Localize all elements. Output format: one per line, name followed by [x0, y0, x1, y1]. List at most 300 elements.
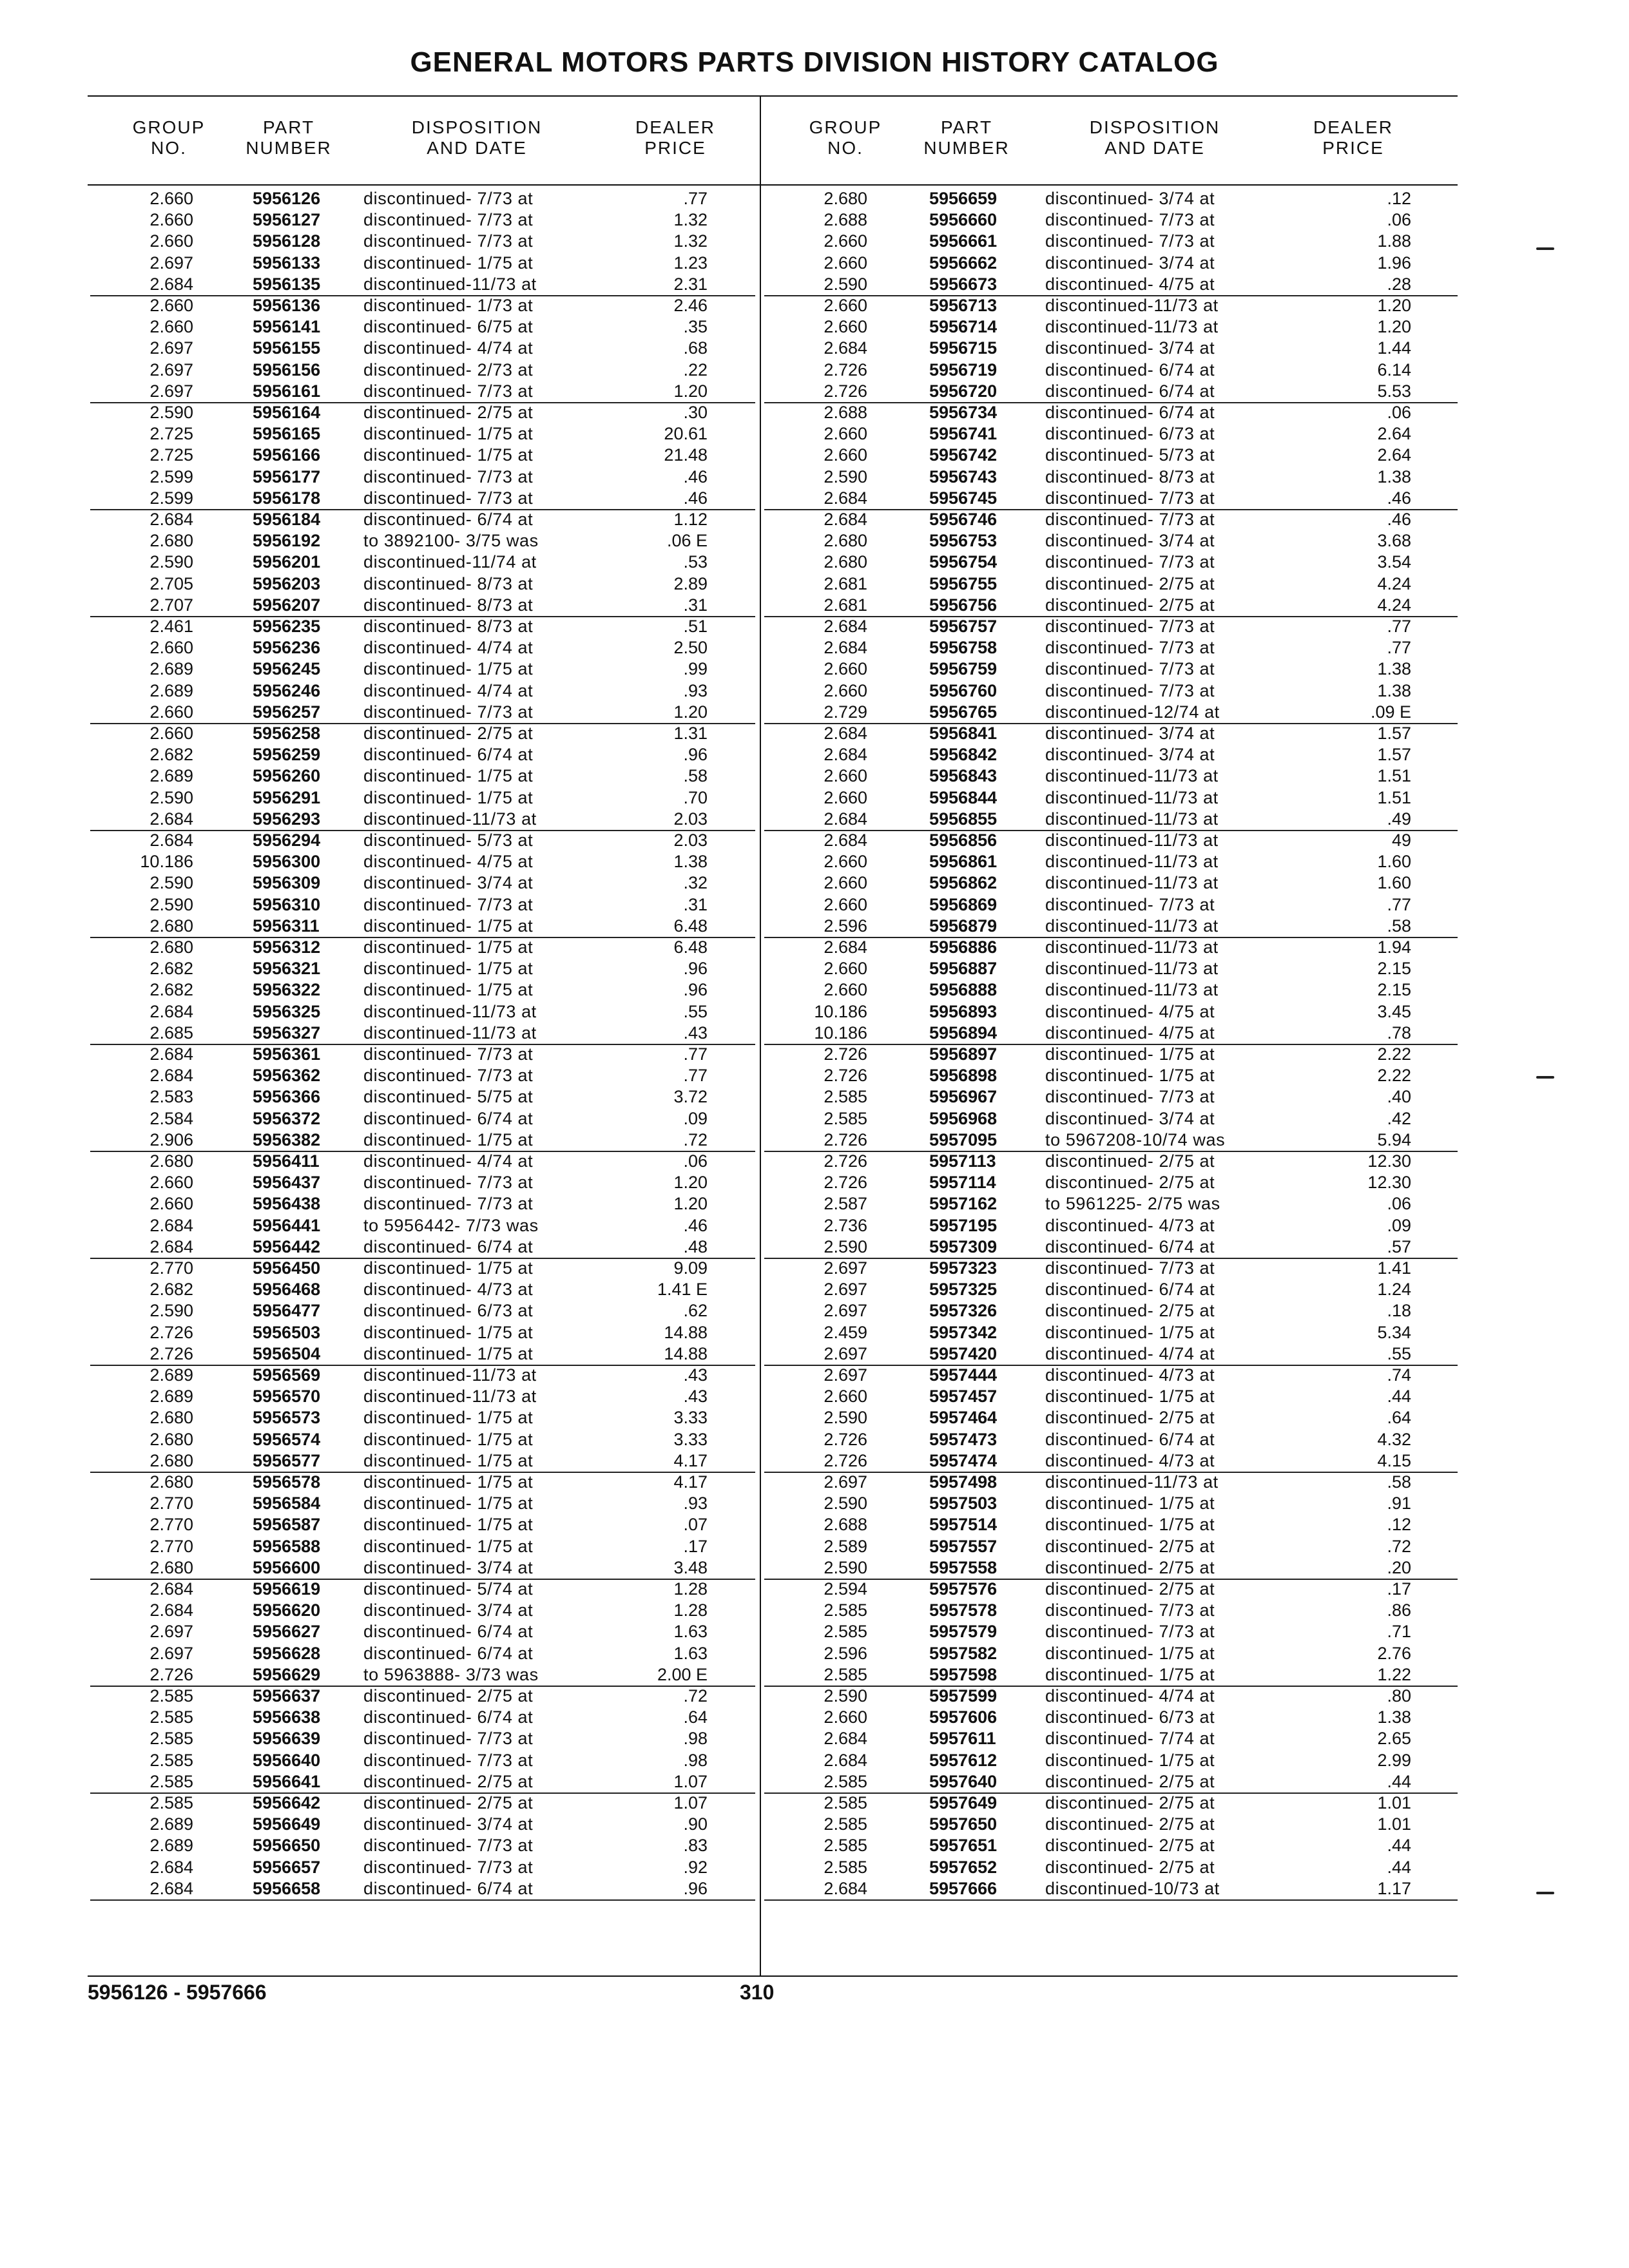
- part-number: 5957514: [929, 1515, 998, 1534]
- disposition: discontinued- 1/75 at: [363, 1430, 534, 1449]
- group-no: 2.726: [824, 381, 867, 401]
- part-number: 5956588: [253, 1537, 321, 1556]
- part-number: 5956714: [929, 317, 998, 336]
- disposition: discontinued- 7/73 at: [363, 702, 534, 722]
- dealer-price: .32: [683, 873, 708, 892]
- part-number: 5956573: [253, 1408, 321, 1427]
- part-number: 5956715: [929, 338, 998, 358]
- disposition: discontinued- 8/73 at: [363, 617, 534, 636]
- part-number: 5956468: [253, 1280, 321, 1299]
- dealer-price: .44: [1387, 1836, 1411, 1855]
- part-number: 5956855: [929, 809, 998, 829]
- group-no: 2.684: [824, 488, 867, 508]
- part-number: 5956657: [253, 1858, 321, 1877]
- group-no: 2.684: [824, 510, 867, 529]
- part-number: 5956322: [253, 980, 321, 999]
- group-no: 2.684: [824, 937, 867, 957]
- part-number: 5956754: [929, 552, 998, 572]
- dealer-price: 1.28: [673, 1579, 708, 1599]
- disposition: discontinued- 7/73 at: [363, 210, 534, 229]
- dealer-price: 3.48: [673, 1558, 708, 1577]
- dealer-price: 3.72: [673, 1087, 708, 1106]
- table-row: [90, 1386, 755, 1407]
- disposition: discontinued-11/73 at: [1045, 937, 1219, 957]
- group-no: 2.684: [824, 724, 867, 743]
- table-row: [764, 209, 1458, 231]
- group-no: 2.660: [149, 724, 193, 743]
- part-number: 5956184: [253, 510, 321, 529]
- dealer-price: .48: [683, 1237, 708, 1256]
- disposition: discontinued- 5/74 at: [363, 1579, 534, 1599]
- group-no: 2.680: [824, 552, 867, 572]
- part-number: 5956746: [929, 510, 998, 529]
- part-number: 5957342: [929, 1323, 998, 1342]
- disposition: discontinued- 7/73 at: [1045, 617, 1215, 636]
- dealer-price: .92: [683, 1858, 708, 1877]
- disposition: discontinued- 7/73 at: [1045, 659, 1215, 678]
- part-number: 5956741: [929, 424, 998, 443]
- disposition: discontinued-11/73 at: [1045, 1472, 1219, 1492]
- disposition: discontinued- 3/74 at: [1045, 531, 1215, 550]
- dealer-price: .78: [1387, 1023, 1411, 1043]
- group-no: 2.726: [824, 1451, 867, 1470]
- dealer-price: 1.51: [1377, 788, 1411, 807]
- table-row: [764, 1771, 1458, 1794]
- group-no: 2.680: [149, 1430, 193, 1449]
- dealer-price: .43: [683, 1023, 708, 1043]
- disposition: discontinued- 7/73 at: [363, 1044, 534, 1064]
- dealer-price: 5.34: [1377, 1323, 1411, 1342]
- table-row: [764, 338, 1458, 359]
- table-row: [764, 616, 1458, 637]
- part-number: 5956628: [253, 1644, 321, 1663]
- table-row: [764, 253, 1458, 274]
- part-number: 5956178: [253, 488, 321, 508]
- part-number: 5956309: [253, 873, 321, 892]
- part-number: 5956879: [929, 916, 998, 936]
- group-no: 2.689: [149, 1365, 193, 1385]
- disposition: discontinued- 7/73 at: [363, 1836, 534, 1855]
- dealer-price: 1.17: [1377, 1879, 1411, 1898]
- table-row: [90, 809, 755, 831]
- table-row: [90, 1236, 755, 1259]
- header-dealer-price: DEALER PRICE: [1313, 117, 1394, 158]
- part-number: 5957576: [929, 1579, 998, 1599]
- table-row: [90, 573, 755, 595]
- group-no: 2.590: [149, 788, 193, 807]
- disposition: to 5967208-10/74 was: [1045, 1130, 1226, 1149]
- disposition: discontinued- 6/74 at: [1045, 403, 1215, 422]
- disposition: discontinued- 7/73 at: [363, 189, 534, 208]
- dealer-price: .09: [1387, 1216, 1411, 1235]
- table-row: [90, 637, 755, 658]
- table-row: [90, 530, 755, 552]
- disposition: discontinued- 7/73 at: [1045, 231, 1215, 251]
- group-no: 2.660: [149, 702, 193, 722]
- dealer-price: 1.32: [673, 210, 708, 229]
- part-number: 5956888: [929, 980, 998, 999]
- disposition: discontinued- 4/73 at: [363, 1280, 534, 1299]
- part-number: 5956893: [929, 1002, 998, 1021]
- part-number: 5956844: [929, 788, 998, 807]
- disposition: discontinued- 1/75 at: [363, 937, 534, 957]
- part-number: 5956192: [253, 531, 321, 550]
- group-no: 2.599: [149, 488, 193, 508]
- table-row: [764, 809, 1458, 831]
- table-row: [764, 1386, 1458, 1407]
- group-no: 2.906: [149, 1130, 193, 1149]
- part-number: 5956649: [253, 1814, 321, 1834]
- disposition: discontinued- 6/74 at: [363, 745, 534, 764]
- disposition: discontinued- 8/73 at: [363, 574, 534, 593]
- disposition: discontinued- 3/74 at: [1045, 253, 1215, 273]
- part-number: 5956258: [253, 724, 321, 743]
- dealer-price: .06: [1387, 403, 1411, 422]
- part-number: 5956713: [929, 296, 998, 315]
- group-no: 2.770: [149, 1258, 193, 1278]
- group-no: 2.682: [149, 980, 193, 999]
- group-no: 2.682: [149, 1280, 193, 1299]
- part-number: 5956577: [253, 1451, 321, 1470]
- disposition: discontinued- 1/75 at: [363, 1130, 534, 1149]
- dealer-price: 49: [1391, 831, 1411, 850]
- table-row: [764, 274, 1458, 296]
- part-number: 5956201: [253, 552, 321, 572]
- dealer-price: .72: [683, 1686, 708, 1706]
- dealer-price: .18: [1387, 1301, 1411, 1320]
- group-no: 2.697: [149, 253, 193, 273]
- dealer-price: 1.12: [673, 510, 708, 529]
- table-row: [764, 552, 1458, 573]
- dealer-price: .17: [683, 1537, 708, 1556]
- table-row: [764, 1728, 1458, 1749]
- part-number: 5956897: [929, 1044, 998, 1064]
- part-number: 5957652: [929, 1858, 998, 1877]
- table-row: [90, 1472, 755, 1493]
- dealer-price: 1.51: [1377, 766, 1411, 785]
- disposition: discontinued- 2/75 at: [363, 1793, 534, 1812]
- part-number: 5957649: [929, 1793, 998, 1812]
- dealer-price: 1.63: [673, 1644, 708, 1663]
- table-row: [90, 1835, 755, 1856]
- dealer-price: .20: [1387, 1558, 1411, 1577]
- group-no: 2.684: [149, 274, 193, 294]
- disposition: discontinued- 6/74 at: [1045, 1280, 1215, 1299]
- part-number: 5956503: [253, 1323, 321, 1342]
- part-number: 5956640: [253, 1751, 321, 1770]
- table-row: [90, 1557, 755, 1580]
- disposition: discontinued- 2/75 at: [1045, 1858, 1215, 1877]
- disposition: to 5956442- 7/73 was: [363, 1216, 539, 1235]
- table-row: [764, 1878, 1458, 1901]
- bottom-rule: [88, 1975, 1458, 1977]
- header-disposition-date: DISPOSITION AND DATE: [1089, 117, 1220, 158]
- group-no: 2.689: [149, 1387, 193, 1406]
- part-number: 5956300: [253, 852, 321, 871]
- disposition: discontinued- 2/75 at: [1045, 1579, 1215, 1599]
- table-row: [90, 1792, 755, 1814]
- table-row: [764, 1322, 1458, 1343]
- group-no: 2.585: [149, 1686, 193, 1706]
- table-row: [764, 381, 1458, 403]
- group-no: 2.729: [824, 702, 867, 722]
- disposition: discontinued- 1/75 at: [1045, 1494, 1215, 1513]
- dealer-price: 1.63: [673, 1622, 708, 1641]
- group-no: 2.697: [824, 1472, 867, 1492]
- table-row: [764, 1686, 1458, 1707]
- table-row: [764, 702, 1458, 724]
- part-number: 5957114: [929, 1173, 996, 1192]
- group-no: 2.680: [149, 531, 193, 550]
- disposition: discontinued- 8/73 at: [1045, 467, 1215, 486]
- part-number: 5956765: [929, 702, 998, 722]
- disposition: discontinued- 2/75 at: [1045, 1537, 1215, 1556]
- page-title: GENERAL MOTORS PARTS DIVISION HISTORY CATALOG: [410, 46, 1219, 78]
- group-no: 2.689: [149, 1836, 193, 1855]
- disposition: discontinued- 2/75 at: [1045, 1772, 1215, 1791]
- part-number: 5956257: [253, 702, 321, 722]
- disposition: discontinued- 1/75 at: [363, 1408, 534, 1427]
- table-row: [764, 958, 1458, 979]
- part-number: 5956600: [253, 1558, 321, 1577]
- part-number: 5956245: [253, 659, 321, 678]
- table-row: [90, 552, 755, 573]
- table-row: [90, 1771, 755, 1794]
- group-no: 2.585: [149, 1772, 193, 1791]
- disposition: discontinued-10/73 at: [1045, 1879, 1220, 1898]
- part-number: 5956361: [253, 1044, 321, 1064]
- table-row: [764, 488, 1458, 510]
- dealer-price: 4.32: [1377, 1430, 1411, 1449]
- group-no: 2.697: [824, 1344, 867, 1363]
- part-number: 5956759: [929, 659, 998, 678]
- table-row: [764, 851, 1458, 872]
- disposition: discontinued- 6/73 at: [1045, 1707, 1215, 1727]
- dealer-price: .22: [683, 360, 708, 380]
- group-no: 2.684: [824, 831, 867, 850]
- table-row: [764, 1151, 1458, 1172]
- dealer-price: 1.41: [1377, 1258, 1411, 1278]
- disposition: discontinued- 6/73 at: [363, 1301, 534, 1320]
- disposition: discontinued- 1/75 at: [363, 659, 534, 678]
- table-row: [764, 916, 1458, 938]
- part-number: 5956627: [253, 1622, 321, 1641]
- group-no: 2.660: [824, 424, 867, 443]
- page-number: 310: [740, 1981, 775, 2004]
- group-no: 2.660: [149, 638, 193, 657]
- table-row: [90, 1129, 755, 1152]
- disposition: discontinued- 4/74 at: [1045, 1686, 1215, 1706]
- dealer-price: .98: [683, 1729, 708, 1748]
- part-number: 5957650: [929, 1814, 998, 1834]
- table-row: [90, 295, 755, 316]
- dealer-price: .99: [683, 659, 708, 678]
- dealer-price: 2.46: [673, 296, 708, 315]
- part-number: 5956203: [253, 574, 321, 593]
- dealer-price: 1.60: [1377, 852, 1411, 871]
- disposition: discontinued- 1/75 at: [363, 1258, 534, 1278]
- part-number: 5957325: [929, 1280, 998, 1299]
- part-number: 5956366: [253, 1087, 321, 1106]
- group-no: 2.596: [824, 1644, 867, 1663]
- dealer-price: 2.22: [1377, 1066, 1411, 1085]
- group-no: 2.590: [824, 1686, 867, 1706]
- table-row: [90, 1664, 755, 1687]
- group-no: 2.680: [149, 916, 193, 936]
- table-row: [764, 360, 1458, 381]
- disposition: discontinued- 1/75 at: [1045, 1066, 1215, 1085]
- group-no: 2.660: [824, 659, 867, 678]
- part-number: 5956259: [253, 745, 321, 764]
- group-no: 2.585: [824, 1109, 867, 1128]
- group-no: 2.585: [149, 1729, 193, 1748]
- table-row: [90, 402, 755, 423]
- group-no: 2.684: [824, 1879, 867, 1898]
- part-number: 5957113: [929, 1151, 996, 1171]
- disposition: discontinued- 7/73 at: [1045, 638, 1215, 657]
- table-row: [764, 658, 1458, 680]
- table-row: [764, 1258, 1458, 1279]
- part-number: 5957309: [929, 1237, 998, 1256]
- dealer-price: 2.99: [1377, 1751, 1411, 1770]
- part-number: 5956967: [929, 1087, 998, 1106]
- table-row: [764, 1044, 1458, 1065]
- dealer-price: .96: [683, 959, 708, 978]
- dealer-price: .77: [1387, 895, 1411, 914]
- table-row: [764, 1643, 1458, 1664]
- part-number: 5956504: [253, 1344, 321, 1363]
- dealer-price: 3.33: [673, 1408, 708, 1427]
- dealer-price: .53: [683, 552, 708, 572]
- table-row: [764, 1814, 1458, 1835]
- disposition: discontinued- 7/73 at: [1045, 1087, 1215, 1106]
- group-no: 2.684: [824, 338, 867, 358]
- dealer-price: 6.48: [673, 916, 708, 936]
- part-number: 5956662: [929, 253, 998, 273]
- disposition: discontinued- 7/73 at: [1045, 895, 1215, 914]
- table-row: [90, 937, 755, 958]
- dealer-price: 1.96: [1377, 253, 1411, 273]
- part-number: 5956842: [929, 745, 998, 764]
- disposition: discontinued- 7/73 at: [1045, 681, 1215, 700]
- table-row: [90, 979, 755, 1001]
- group-no: 2.682: [149, 745, 193, 764]
- group-no: 10.186: [814, 1002, 867, 1021]
- table-row: [90, 1193, 755, 1215]
- part-number: 5956587: [253, 1515, 321, 1534]
- disposition: discontinued- 2/75 at: [1045, 595, 1215, 615]
- dealer-price: .44: [1387, 1858, 1411, 1877]
- part-number: 5956898: [929, 1066, 998, 1085]
- group-no: 2.689: [149, 659, 193, 678]
- group-no: 2.726: [824, 360, 867, 380]
- dealer-price: .28: [1387, 274, 1411, 294]
- table-row: [90, 1322, 755, 1343]
- disposition: to 5963888- 3/73 was: [363, 1665, 539, 1684]
- dealer-price: 1.44: [1377, 338, 1411, 358]
- dealer-price: 2.31: [673, 274, 708, 294]
- header-rule: [88, 184, 1458, 186]
- disposition: discontinued-11/73 at: [1045, 788, 1219, 807]
- group-no: 2.680: [824, 531, 867, 550]
- part-number: 5957640: [929, 1772, 998, 1791]
- dealer-price: 4.17: [673, 1451, 708, 1470]
- dealer-price: 2.76: [1377, 1644, 1411, 1663]
- dealer-price: .06: [1387, 210, 1411, 229]
- part-number: 5957498: [929, 1472, 998, 1492]
- disposition: discontinued- 2/75 at: [363, 1686, 534, 1706]
- table-row: [90, 1750, 755, 1771]
- group-no: 2.705: [149, 574, 193, 593]
- table-row: [90, 744, 755, 765]
- table-row: [764, 466, 1458, 488]
- disposition: discontinued- 7/73 at: [363, 381, 534, 401]
- part-number: 5956161: [253, 381, 321, 401]
- group-no: 2.680: [149, 1451, 193, 1470]
- group-no: 2.461: [149, 617, 193, 636]
- group-no: 2.660: [149, 1194, 193, 1213]
- group-no: 2.660: [149, 1173, 193, 1192]
- disposition: discontinued- 1/75 at: [363, 424, 534, 443]
- part-number: 5956862: [929, 873, 998, 892]
- group-no: 2.585: [824, 1600, 867, 1620]
- disposition: discontinued-11/73 at: [1045, 852, 1219, 871]
- dealer-price: .49: [1387, 809, 1411, 829]
- header-part-number: PART NUMBER: [246, 117, 332, 158]
- dealer-price: .46: [683, 467, 708, 486]
- disposition: discontinued- 7/73 at: [363, 1858, 534, 1877]
- dealer-price: .35: [683, 317, 708, 336]
- group-no: 2.684: [824, 1751, 867, 1770]
- table-row: [90, 1108, 755, 1129]
- dealer-price: .55: [683, 1002, 708, 1021]
- table-row: [90, 1707, 755, 1728]
- disposition: discontinued- 7/73 at: [1045, 488, 1215, 508]
- part-number: 5956235: [253, 617, 321, 636]
- table-row: [90, 488, 755, 510]
- disposition: discontinued- 4/74 at: [363, 638, 534, 657]
- dealer-price: .70: [683, 788, 708, 807]
- part-number: 5957599: [929, 1686, 998, 1706]
- part-number: 5956411: [253, 1151, 320, 1171]
- table-row: [90, 616, 755, 637]
- group-no: 2.660: [824, 1387, 867, 1406]
- dealer-price: .58: [1387, 1472, 1411, 1492]
- dealer-price: 5.53: [1377, 381, 1411, 401]
- group-no: 2.684: [149, 1066, 193, 1085]
- part-number: 5956164: [253, 403, 321, 422]
- dealer-price: 14.88: [664, 1344, 708, 1363]
- group-no: 2.726: [824, 1430, 867, 1449]
- disposition: discontinued- 4/75 at: [1045, 274, 1215, 294]
- group-no: 2.585: [824, 1793, 867, 1812]
- group-no: 2.660: [824, 980, 867, 999]
- dealer-price: 1.20: [673, 381, 708, 401]
- group-no: 2.684: [149, 1002, 193, 1021]
- disposition: discontinued- 2/75 at: [1045, 1408, 1215, 1427]
- table-row: [764, 680, 1458, 702]
- group-no: 2.680: [149, 937, 193, 957]
- dealer-price: 1.32: [673, 231, 708, 251]
- dealer-price: 2.03: [673, 809, 708, 829]
- part-number: 5956135: [253, 274, 321, 294]
- part-number: 5956742: [929, 445, 998, 465]
- disposition: discontinued- 7/73 at: [1045, 1622, 1215, 1641]
- header-group-no: GROUP NO.: [809, 117, 882, 158]
- disposition: discontinued- 2/75 at: [1045, 1814, 1215, 1834]
- part-number: 5956745: [929, 488, 998, 508]
- dealer-price: 1.22: [1377, 1665, 1411, 1684]
